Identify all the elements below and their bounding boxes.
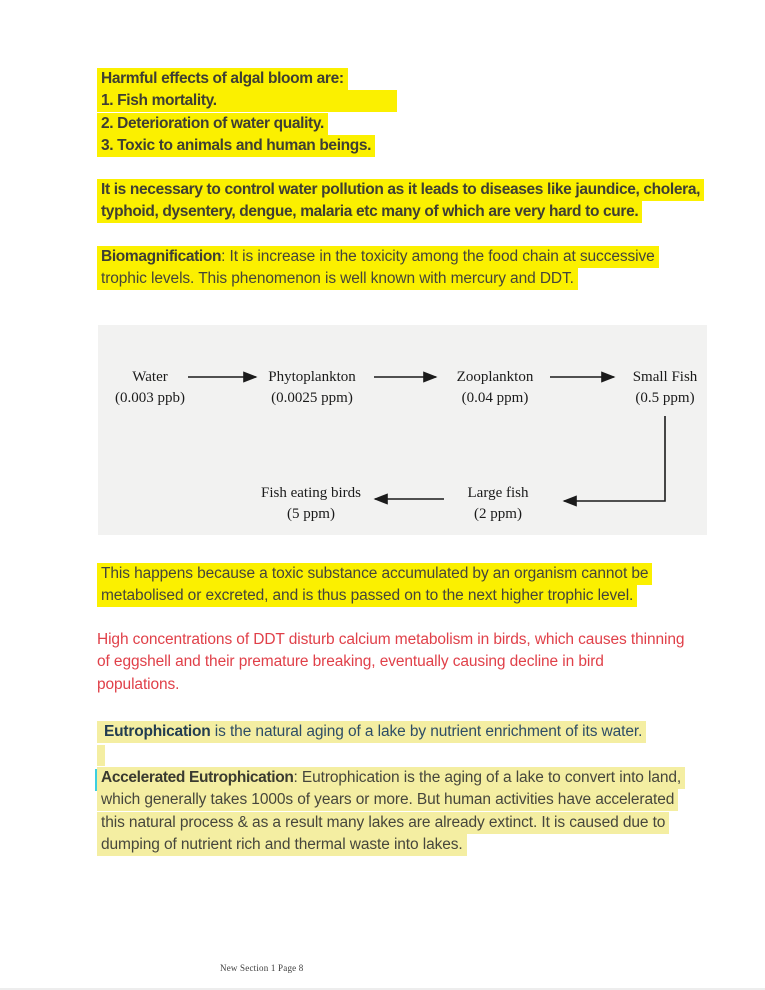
highlighted-text: which generally takes 1000s of years or more. But human activities have accelerated [97,789,678,811]
node-small-fish [633,367,698,408]
paragraph-ddt-birds [97,629,684,696]
node-value: (0.0025 ppm) [271,389,353,406]
node-value: (2 ppm) [474,505,522,522]
text-line [97,135,397,157]
text-line [97,721,646,743]
node-label: Phytoplankton [268,369,356,385]
text-line [97,268,659,290]
node-label: Small Fish [632,369,698,385]
text-line [97,767,685,789]
node-value: (0.5 ppm) [635,389,695,406]
arrow-smallfish-to-largefish [564,416,665,501]
paragraph-biomagnification [97,246,659,291]
highlighted-text: dumping of nutrient rich and thermal waste into lakes. [97,834,467,856]
text-line [97,246,659,268]
node-label: Fish eating birds [261,485,361,501]
footer-page-label: New Section 1 Page 8 [220,963,304,973]
node-label: Zooplankton [456,369,534,385]
highlighted-text: 2. Deterioration of water quality. [97,113,328,135]
node-value: (0.003 ppb) [115,389,185,406]
highlighted-text [97,767,685,789]
paragraph-harmful-effects [97,68,397,158]
text-line [97,585,652,607]
text-segment: : It is increase in the toxicity among the food chain at successive [221,248,655,265]
term-biomagnification: Biomagnification [101,248,222,265]
highlighted-text: typhoid, dysentery, dengue, malaria etc many of which are very hard to cure. [97,201,642,223]
node-fish-eating-birds [261,483,361,524]
text-line [97,789,685,811]
highlighted-text: It is necessary to control water pollution as it leads to diseases like jaundice, cholera, [97,179,704,201]
biomagnification-food-chain-diagram [98,325,707,535]
text-line [97,201,704,223]
paragraph-water-pollution [97,179,704,224]
node-zooplankton [457,367,534,408]
paragraph-accelerated-eutrophication [97,767,685,857]
highlighted-text: This happens because a toxic substance accumulated by an organism cannot be [97,563,652,585]
node-label: Water [132,369,168,385]
text-line [97,90,397,112]
node-value: (0.04 ppm) [461,389,529,406]
highlighted-text: 1. Fish mortality. [97,90,397,112]
node-label: Large fish [467,485,529,501]
text-line: populations. [97,675,180,693]
term-accelerated-eutrophication: Accelerated Eutrophication [101,769,294,786]
highlighted-text [97,246,659,268]
text-segment: : Eutrophication is the aging of a lake to convert into land, [293,769,682,786]
flow-arrows [98,325,707,535]
highlighted-text: this natural process & as a result many lakes are already extinct. It is caused due to [97,812,669,834]
highlighted-text: 3. Toxic to animals and human beings. [97,135,375,157]
node-water [115,367,185,408]
highlighted-text [97,721,646,743]
text-line [97,113,397,135]
text-line [97,812,685,834]
highlighted-text: metabolised or excreted, and is thus passed on to the next higher trophic level. [97,585,637,607]
node-value: (5 ppm) [287,505,335,522]
node-phytoplankton [268,367,356,408]
highlighted-text: trophic levels. This phenomenon is well known with mercury and DDT. [97,268,578,290]
text-line: High concentrations of DDT disturb calcium metabolism in birds, which causes thinning [97,631,685,648]
text-line: of eggshell and their premature breaking, eventually causing decline in bird [97,653,604,671]
paragraph-toxic-accumulation [97,563,652,608]
text-line [97,563,652,585]
text-segment: is the natural aging of a lake by nutrient enrichment of its water. [210,723,643,740]
term-eutrophication: Eutrophication [104,723,211,740]
node-large-fish [468,483,529,524]
text-line [97,68,397,90]
paragraph-eutrophication [97,721,646,743]
highlight-newline-mark [97,745,105,766]
text-line [97,179,704,201]
text-line [97,834,685,856]
highlighted-text: Harmful effects of algal bloom are: [97,68,348,90]
